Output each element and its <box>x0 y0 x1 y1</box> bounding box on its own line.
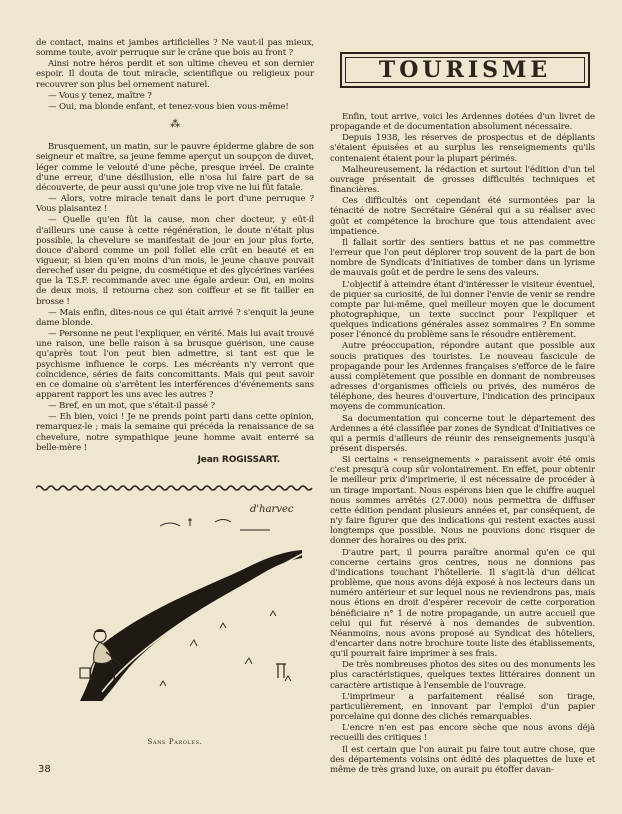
article-paragraph: Enfin, tout arrive, voici les Ardennes dotées d'un livret de propagande et de documentation absolument nécessaire. <box>330 112 595 133</box>
article-paragraph: Malheureusement, la rédaction et surtout l'édition d'un tel ouvrage présentait de grosses difficultés techniques et financières. <box>330 164 595 196</box>
story-dialogue: — Mais enfin, dites-nous ce qui était arrivé ? s'enquit la jeune dame blonde. <box>36 307 314 328</box>
author-signature: Jean ROGISSART. <box>197 454 280 465</box>
tourism-column <box>330 112 595 776</box>
article-paragraph: Il fallait sortir des sentiers battus et ne pas commettre l'erreur que l'on peut déplorer trop souvent de la part de bon nombre de Syndicats d'Initiatives de tomber dans un lyrisme de mauvais goût et de perdre le sens des valeurs. <box>330 237 595 279</box>
article-paragraph: Il est certain que l'on aurait pu faire tout autre chose, que des départements voisins ont édité des plaquettes de luxe et même de très grand luxe, on aurait pu étoffer davan- <box>330 744 595 775</box>
story-dialogue: — Alors, votre miracle tenait dans le port d'une perruque ? Vous plaisantez ! <box>36 194 314 215</box>
story-paragraph: de contact, mains et jambes artificielles ? Ne vaut-il pas mieux, somme toute, avoir perruque sur le crâne que bois au front ? <box>36 38 314 59</box>
story-dialogue: — Oui, ma blonde enfant, et tenez-vous bien vous-même! <box>48 101 289 112</box>
cartoon-artist-signature: d'harvec <box>250 504 294 515</box>
article-paragraph: L'imprimeur a parfaitement réalisé son tirage, particulièrement, en innovant par l'emploi d'un papier porcelaine qui donne des clichés remarquables. <box>330 691 595 723</box>
article-paragraph: Depuis 1938, les réserves de prospectus et de dépliants s'étaient épuisées et au surplus les renseignements qu'ils contenaient étaient pour la plupart périmés. <box>330 133 595 164</box>
story-dialogue: — Bref, en un mot, que s'était-il passé ? <box>48 401 215 412</box>
article-paragraph: Autre préoccupation, répondre autant que possible aux soucis pratiques des touristes. Le nouveau fascicule de propagande pour les Ardennes françaises s'efforce de le faire aussi complètement que possible en donnant de nombreuses adresses d'organismes officiels ou privés, des numéros de téléphone, des heures d'ouverture, l'indication des principaux moyens de communication. <box>330 341 595 413</box>
story-dialogue: — Eh bien, voici ! Je ne prends point parti dans cette opinion, remarquez-le ; mais la semaine qui précéda la renaissance de sa chevelure, notre sympathique jeune homme avait enterré sa belle-mère ! <box>36 412 314 453</box>
section-separator: ⁂ <box>170 119 180 131</box>
story-dialogue: — Quelle qu'en fût la cause, mon cher docteur, y eût-il d'ailleurs une cause à cette régénération, le doute n'était plus possible, la chevelure se manifestait de jour en jour plus forte, douce d'abord comme un poil follet elle crût en beauté et en vigueur, si bien qu'en moins d'un mois, le jeune chauve pouvait derechef user du peigne, du cosmétique et des glycérines variées que la T.S.F. recommande avec une égale ardeur. Oui, en moins de deux mois, il retourna chez son coiffeur et se fit tailler en brosse ! <box>36 215 314 307</box>
page-number: 38 <box>38 764 51 775</box>
story-dialogue: — Personne ne peut l'expliquer, en vérité. Mais lui avait trouvé une raison, une belle raison à sa brusque guérison, une cause qu'après tout l'on peut bien admettre, si tant est que le psychisme influence le corps. Les mécréants n'y verront que coïncidence, séries de faits concomittants. Mais qui peut savoir en ce domaine où s'arrêtent les interférences d'événements sans apparent rapport les uns avec les autres ? <box>36 329 314 400</box>
story-column <box>36 38 314 465</box>
article-paragraph: L'encre n'en est pas encore sèche que nous avons déjà recueilli des critiques ! <box>330 723 595 744</box>
cartoon-caption: Sans Paroles. <box>147 738 203 746</box>
article-paragraph: De très nombreuses photos des sites ou des monuments les plus caractéristiques, quelques textes littéraires donnent un caractère artistique à l'ensemble de l'ouvrage. <box>330 660 595 691</box>
section-title-box <box>340 52 590 88</box>
story-paragraph: Ainsi notre héros perdit et son ultime cheveu et son dernier espoir. Il douta de tout miracle, scientifique ou religieux pour recouvrer son plus bel ornement naturel. <box>36 59 314 90</box>
article-paragraph: Ces difficultés ont cependant été surmontées par la ténacité de notre Secrétaire Général qui a su réaliser avec goût et compétence la brochure que tous attendaient avec impatience. <box>330 196 595 237</box>
story-paragraph: Brusquement, un matin, sur le pauvre épiderme glabre de son seigneur et maître, sa jeune femme aperçut un soupçon de duvet, léger comme le velouté d'une pêche, presque irréel. De crainte d'une erreur, d'une désillusion, elle n'osa lui faire part de sa découverte, de peur aussi qu'une joie trop vive ne lui fût fatale. <box>36 142 314 193</box>
wavy-divider <box>36 484 314 492</box>
article-paragraph: Si certains « renseignements » paraissent avoir été omis c'est presqu'à coup sûr volontairement. En effet, pour obtenir le meilleur prix d'imprimerie, il est nécessaire de procéder à un tirage important. Nous espérons bien que le chiffre auquel nous sommes arrêtés (27.000) nous permettra de diffuser cette édition pendant plusieurs années et, par conséquent, de n'y faire figurer que des indications qui restent exactes aussi longtemps que possible. Nous ne pouvions donc risquer de donner des horaires ou des prix. <box>330 455 595 547</box>
article-paragraph: Sa documentation qui concerne tout le département des Ardennes a été classifiée par zones de Syndicat d'Initiatives ce qui a permis d'ailleurs de réunir des renseignements jusqu'à présent dispersés. <box>330 413 595 454</box>
article-paragraph: L'objectif à atteindre étant d'intéresser le visiteur éventuel, de piquer sa curiosité, de lui donner l'envie de venir se rendre compte par lui-même, quel meilleur moyen que le document photographique, un texte succinct pour l'expliquer et quelques indications générales assez sommaires ? En somme poser l'énoncé du problème sans le résoudre entièrement. <box>330 279 595 341</box>
section-title: TOURISME <box>378 57 552 83</box>
article-paragraph: D'autre part, il pourra paraître anormal qu'en ce qui concerne certains gros centres, nous ne donnions pas d'indications touchant l'hôtellerie. Il s'agit-là d'un délicat problème, que nous avons déjà exposé à nos lecteurs dans un numéro antérieur et sur lequel nous ne reviendrons pas, mais nous étions en droit d'espérer recevoir de cette corporation bénéficiaire n° 1 de notre propagande, un autre accueil que celui qui fut réservé à nos demandes de subvention. Néanmoins, nous avons proposé au Syndicat des hôteliers, d'encarter dans notre brochure toute liste des établissements, qu'il pourrait faire imprimer à ses frais. <box>330 547 595 660</box>
cartoon-illustration <box>40 496 310 730</box>
story-dialogue: — Vous y tenez, maître ? <box>48 90 152 101</box>
